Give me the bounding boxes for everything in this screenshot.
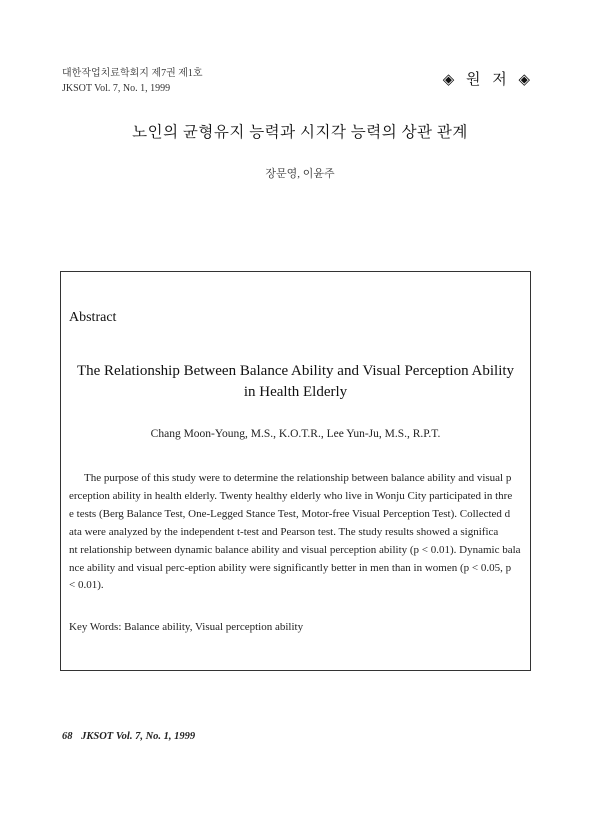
journal-name-korean: 대한작업치료학회지 제7권 제1호: [62, 68, 203, 79]
korean-authors: 장문영, 이윤주: [265, 168, 335, 180]
journal-header: [62, 66, 203, 96]
keywords: Key Words: Balance ability, Visual perception ability: [69, 621, 304, 633]
page-number: 68: [62, 731, 73, 742]
abstract-line: nce ability and visual perc-eption ability were significantly better in men than in women (p < 0.05, p: [69, 561, 512, 574]
journal-citation: JKSOT Vol. 7, No. 1, 1999: [62, 83, 171, 94]
abstract-line: ata were analyzed by the independent t-test and Pearson test. The study results showed a significa: [69, 525, 499, 538]
footer-citation: JKSOT Vol. 7, No. 1, 1999: [81, 731, 196, 742]
abstract-line: nt relationship between dynamic balance ability and visual perception ability (p < 0.01). Dynamic bala: [69, 543, 521, 556]
english-title: [61, 361, 530, 403]
abstract-box: [60, 271, 531, 671]
abstract-heading: Abstract: [69, 310, 117, 325]
abstract-line: erception ability in health elderly. Twenty healthy elderly who live in Wonju City participated in thre: [69, 489, 513, 502]
korean-title: 노인의 균형유지 능력과 시지각 능력의 상관 관계: [132, 124, 468, 141]
page-footer: [62, 731, 195, 742]
english-title-line: The Relationship Between Balance Ability and Visual Perception Ability: [76, 363, 515, 379]
abstract-line: < 0.01).: [69, 579, 104, 592]
abstract-body: [69, 470, 526, 595]
article-type-label: ◈ 원 저 ◈: [442, 72, 534, 88]
english-title-line: in Health Elderly: [243, 384, 348, 400]
english-authors: Chang Moon-Young, M.S., K.O.T.R., Lee Yun-Ju, M.S., R.P.T.: [150, 428, 441, 440]
abstract-line: The purpose of this study were to determine the relationship between balance ability and visual p: [84, 472, 512, 484]
abstract-line: e tests (Berg Balance Test, One-Legged Stance Test, Motor-free Visual Perception Test). Collected d: [69, 507, 511, 520]
